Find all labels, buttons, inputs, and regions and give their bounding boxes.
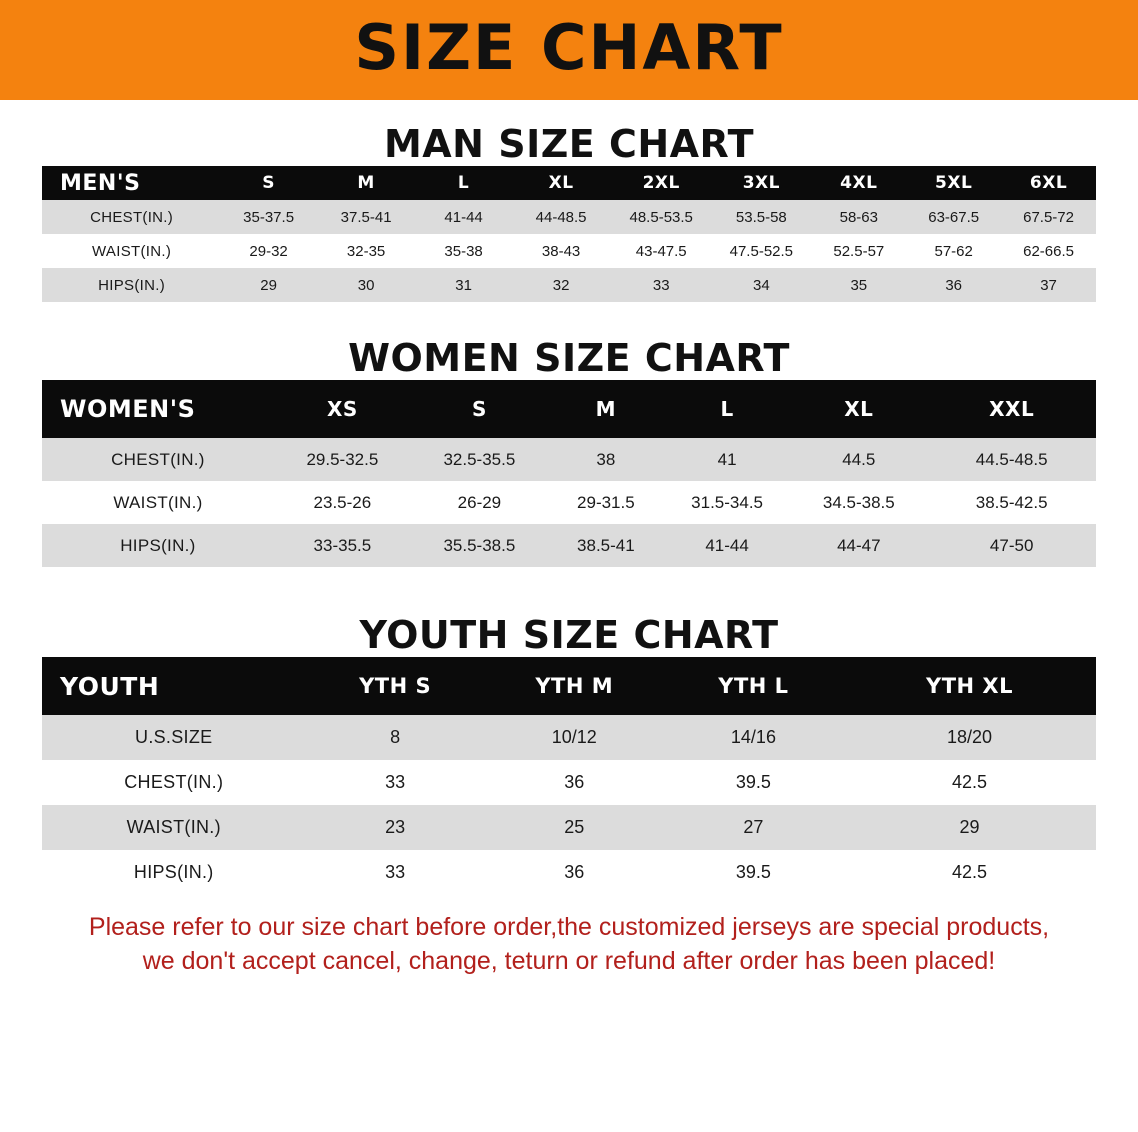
row-label-chest: CHEST(IN.) — [42, 438, 274, 481]
men-header-s: S — [221, 166, 316, 200]
cell: 67.5-72 — [1001, 200, 1096, 234]
cell: 29-32 — [221, 234, 316, 268]
cell: 39.5 — [664, 760, 843, 805]
man-section-heading: MAN SIZE CHART — [383, 122, 755, 166]
cell: 58-63 — [811, 200, 906, 234]
cell: 32.5-35.5 — [411, 438, 548, 481]
table-row — [42, 481, 1096, 524]
cell: 14/16 — [664, 715, 843, 760]
cell: 36 — [485, 760, 664, 805]
cell: 29.5-32.5 — [274, 438, 411, 481]
cell: 36 — [906, 268, 1001, 302]
banner — [0, 0, 1138, 100]
women-header-label: WOMEN'S — [42, 380, 274, 438]
table-row — [42, 438, 1096, 481]
cell: 31 — [416, 268, 511, 302]
table-row — [42, 715, 1096, 760]
cell: 42.5 — [843, 760, 1096, 805]
cell: 41 — [664, 438, 790, 481]
men-header-3xl: 3XL — [711, 166, 811, 200]
women-section-heading: WOMEN SIZE CHART — [348, 336, 790, 380]
cell: 47.5-52.5 — [711, 234, 811, 268]
women-table-wrap — [0, 380, 1138, 567]
cell: 52.5-57 — [811, 234, 906, 268]
men-header-l: L — [416, 166, 511, 200]
cell: 57-62 — [906, 234, 1001, 268]
men-header-xl: XL — [511, 166, 611, 200]
cell: 53.5-58 — [711, 200, 811, 234]
women-header-xl: XL — [790, 380, 927, 438]
cell: 39.5 — [664, 850, 843, 895]
cell: 29-31.5 — [548, 481, 664, 524]
row-label-chest: CHEST(IN.) — [42, 760, 306, 805]
cell: 34 — [711, 268, 811, 302]
cell: 23.5-26 — [274, 481, 411, 524]
cell: 36 — [485, 850, 664, 895]
cell: 44.5 — [790, 438, 927, 481]
cell: 32 — [511, 268, 611, 302]
youth-header-s: YTH S — [306, 657, 485, 715]
women-header-xs: XS — [274, 380, 411, 438]
table-row — [42, 850, 1096, 895]
row-label-chest: CHEST(IN.) — [42, 200, 221, 234]
cell: 25 — [485, 805, 664, 850]
cell: 34.5-38.5 — [790, 481, 927, 524]
men-header-2xl: 2XL — [611, 166, 711, 200]
disclaimer-note — [34, 911, 1104, 979]
youth-header-m: YTH M — [485, 657, 664, 715]
cell: 29 — [221, 268, 316, 302]
women-size-table — [42, 380, 1096, 567]
cell: 62-66.5 — [1001, 234, 1096, 268]
cell: 33 — [306, 850, 485, 895]
men-header-6xl: 6XL — [1001, 166, 1096, 200]
cell: 8 — [306, 715, 485, 760]
row-label-hips: HIPS(IN.) — [42, 524, 274, 567]
cell: 27 — [664, 805, 843, 850]
youth-table-wrap — [0, 657, 1138, 895]
table-row — [42, 200, 1096, 234]
row-label-hips: HIPS(IN.) — [42, 850, 306, 895]
women-header-l: L — [664, 380, 790, 438]
cell: 44-47 — [790, 524, 927, 567]
cell: 30 — [316, 268, 416, 302]
men-header-m: M — [316, 166, 416, 200]
cell: 48.5-53.5 — [611, 200, 711, 234]
cell: 35-38 — [416, 234, 511, 268]
cell: 38 — [548, 438, 664, 481]
cell: 35.5-38.5 — [411, 524, 548, 567]
women-header-xxl: XXL — [927, 380, 1096, 438]
table-header-row — [42, 380, 1096, 438]
row-label-waist: WAIST(IN.) — [42, 234, 221, 268]
cell: 26-29 — [411, 481, 548, 524]
row-label-us-size: U.S.SIZE — [42, 715, 306, 760]
cell: 44-48.5 — [511, 200, 611, 234]
cell: 38.5-41 — [548, 524, 664, 567]
table-header-row — [42, 657, 1096, 715]
cell: 32-35 — [316, 234, 416, 268]
cell: 18/20 — [843, 715, 1096, 760]
row-label-hips: HIPS(IN.) — [42, 268, 221, 302]
man-table-wrap — [0, 166, 1138, 302]
row-label-waist: WAIST(IN.) — [42, 805, 306, 850]
men-size-table — [42, 166, 1096, 302]
cell: 41-44 — [664, 524, 790, 567]
cell: 31.5-34.5 — [664, 481, 790, 524]
cell: 35-37.5 — [221, 200, 316, 234]
cell: 33-35.5 — [274, 524, 411, 567]
cell: 10/12 — [485, 715, 664, 760]
cell: 42.5 — [843, 850, 1096, 895]
table-header-row — [42, 166, 1096, 200]
cell: 29 — [843, 805, 1096, 850]
cell: 38.5-42.5 — [927, 481, 1096, 524]
table-row — [42, 760, 1096, 805]
youth-header-xl: YTH XL — [843, 657, 1096, 715]
men-header-4xl: 4XL — [811, 166, 906, 200]
table-row — [42, 524, 1096, 567]
cell: 47-50 — [927, 524, 1096, 567]
cell: 35 — [811, 268, 906, 302]
cell: 38-43 — [511, 234, 611, 268]
cell: 33 — [611, 268, 711, 302]
cell: 23 — [306, 805, 485, 850]
men-header-label: MEN'S — [42, 166, 221, 200]
cell: 63-67.5 — [906, 200, 1001, 234]
disclaimer-line-2: we don't accept cancel, change, teturn or refund after order has been placed! — [142, 946, 996, 975]
youth-header-label: YOUTH — [42, 657, 306, 715]
youth-header-l: YTH L — [664, 657, 843, 715]
disclaimer-line-1: Please refer to our size chart before order,the customized jerseys are special products, — [88, 913, 1050, 941]
youth-size-table — [42, 657, 1096, 895]
table-row — [42, 234, 1096, 268]
women-header-s: S — [411, 380, 548, 438]
cell: 37.5-41 — [316, 200, 416, 234]
table-row — [42, 268, 1096, 302]
cell: 41-44 — [416, 200, 511, 234]
men-header-5xl: 5XL — [906, 166, 1001, 200]
youth-section-heading: YOUTH SIZE CHART — [359, 613, 779, 657]
cell: 37 — [1001, 268, 1096, 302]
row-label-waist: WAIST(IN.) — [42, 481, 274, 524]
cell: 33 — [306, 760, 485, 805]
table-row — [42, 805, 1096, 850]
cell: 44.5-48.5 — [927, 438, 1096, 481]
cell: 43-47.5 — [611, 234, 711, 268]
page-title: SIZE CHART — [354, 11, 784, 84]
women-header-m: M — [548, 380, 664, 438]
